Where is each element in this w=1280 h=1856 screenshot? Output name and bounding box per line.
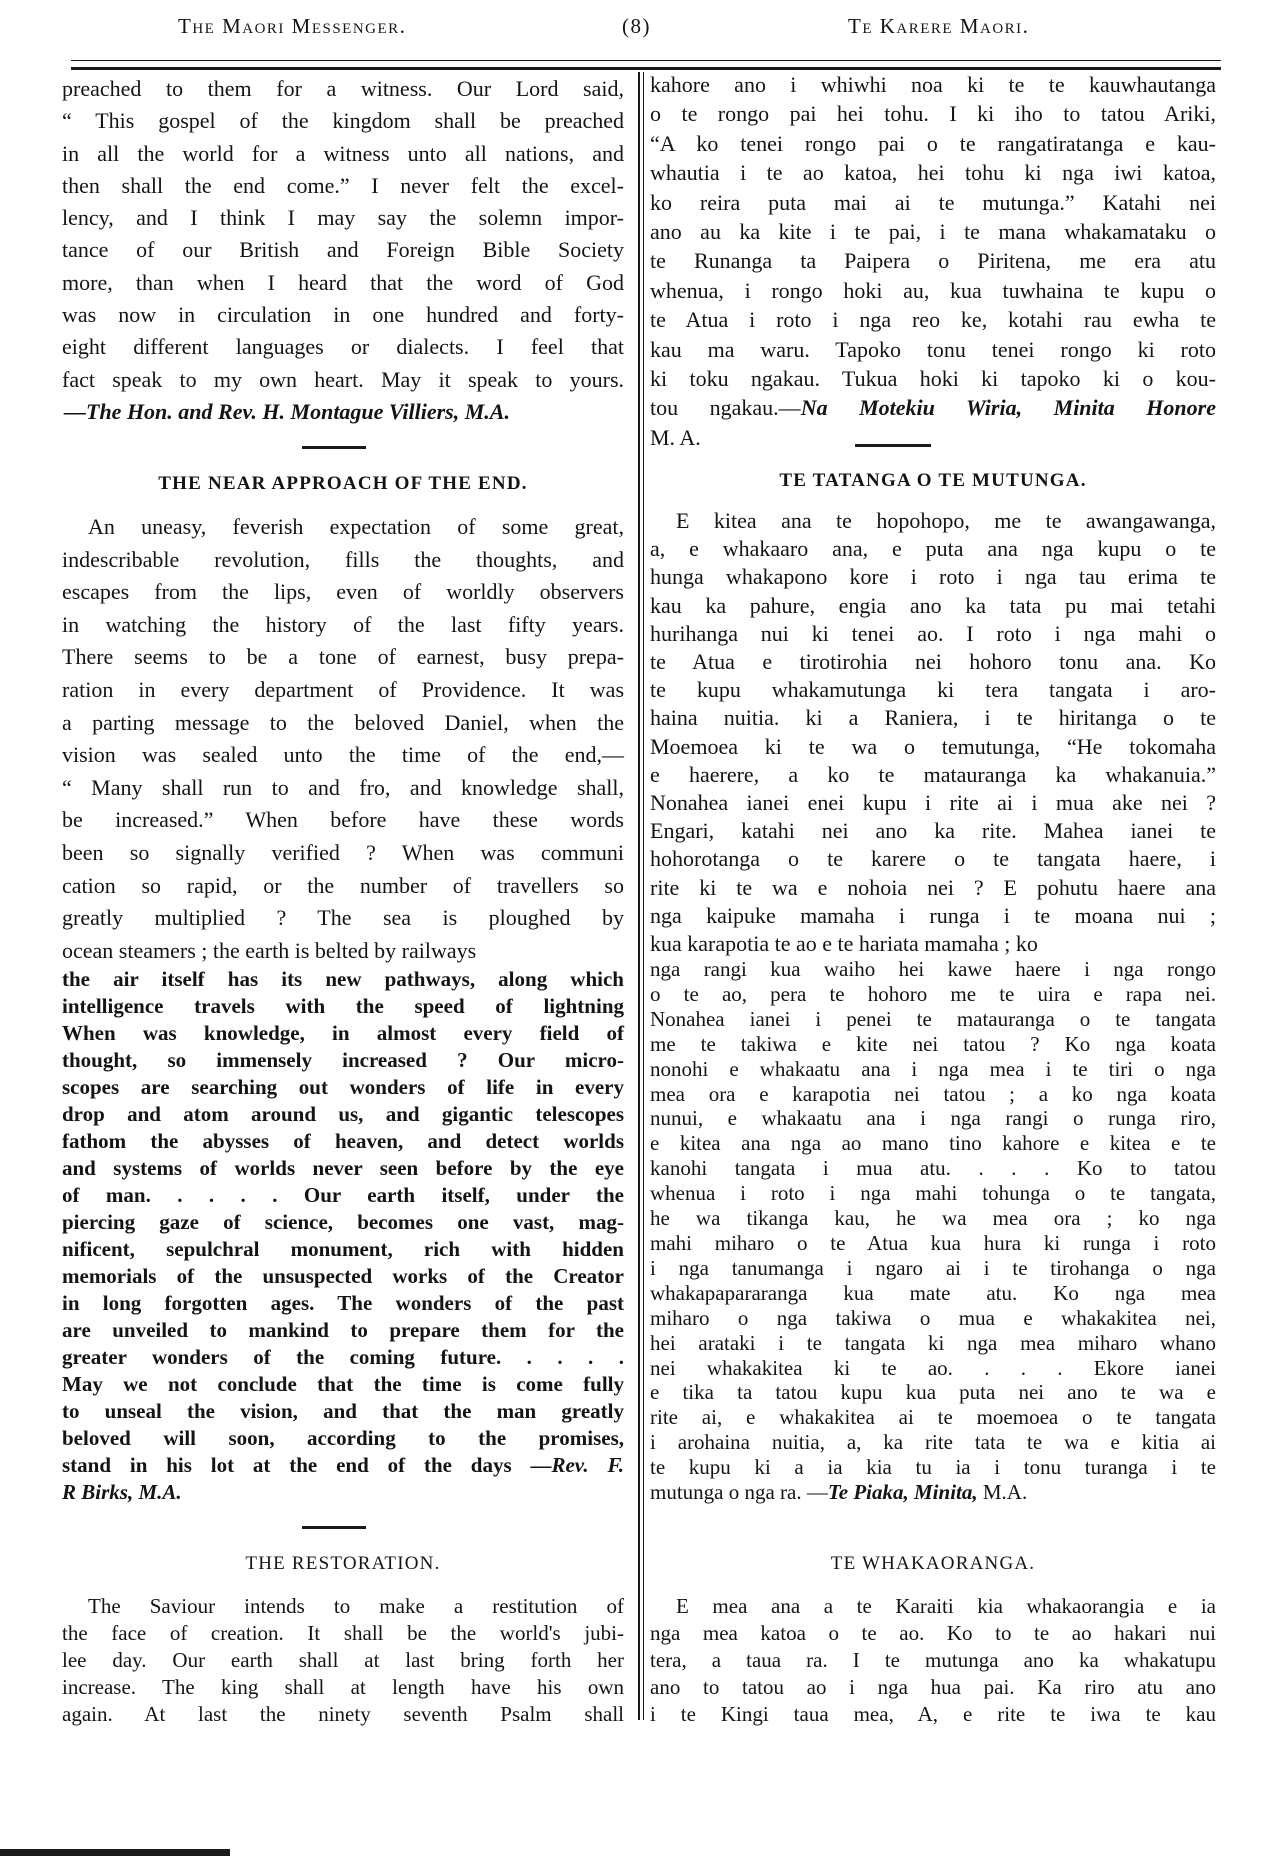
author-attribution: Na Motekiu Wiria, Minita Honore [800,395,1216,421]
text-line: and systems of worlds never seen before by the eye [62,1156,624,1180]
text-line: haina nuitia. ki a Raniera, i te hiritanga o te [650,705,1216,731]
text-line: are unveiled to mankind to prepare them for the [62,1318,624,1342]
text-line: memorials of the unsuspected works of the Creator [62,1264,624,1288]
text-line: “A ko tenei rongo pai o te rangatiratanga e kau- [650,130,1216,156]
text-line: hurihanga nui ki tenei ao. I roto i nga mahi o [650,620,1216,646]
article-body-restoration [62,1593,624,1728]
text-line: ano to tatou ao i nga hua pai. Ka riro atu ano [650,1675,1216,1699]
text-line: again. At last the ninety seventh Psalm shall [62,1702,624,1726]
text-line: ko reira puta mai ai te mutunga.” Katahi nei [650,189,1216,215]
page-edge-mark [0,1849,230,1856]
text-line [650,393,1216,422]
text-line: whakapapararanga kua mate atu. Ko nga mea [650,1280,1216,1305]
maori-intro-paragraph [650,70,1216,452]
text-line: greatly multiplied ? The sea is ploughed by [62,905,624,931]
page-number: (8) [622,14,651,38]
author-attribution: Te Piaka, Minita, [827,1480,978,1505]
masthead-maori-title: Te Karere Maori. [848,14,1030,38]
text-line: rite ki te wa e nohoia nei ? E pohutu haere ana [650,874,1216,900]
text-line: been so signally verified ? When was communi [62,839,624,865]
text-line: beloved will soon, according to the promises, [62,1426,624,1450]
article-body-whakaoranga [650,1593,1216,1728]
text-line: me te takiwa e kite nei tatou ? Ko nga koata [650,1031,1216,1056]
text-line: he wa tikanga kau, he wa mea ora ; ko nga [650,1206,1216,1231]
text-line: fathom the abysses of heaven, and detect worlds [62,1129,624,1153]
text-line: ano au ka kite i te pai, i te mana whakamataku o [650,219,1216,245]
text-line: cation so rapid, or the number of travellers so [62,872,624,898]
text-line: mahi miharo o te Atua kua hura ki runga i roto [650,1230,1216,1255]
text-line: Engari, katahi nei ano ka rite. Mahea ianei te [650,818,1216,844]
article-body-near-approach [62,511,624,967]
article-heading-near-approach: THE NEAR APPROACH OF THE END. [158,473,528,494]
text-line: kanohi tangata i mua atu. . . . Ko to tatou [650,1156,1216,1181]
citation: —The Hon. and Rev. H. Montague Villiers, M.A. [64,398,510,424]
text-line: kua karapotia te ao e te hariata mamaha ; ko [650,931,1038,957]
text-line: a, e whakaaro ana, e puta ana nga kupu o te [650,536,1216,562]
text-line: fact speak to my own heart. May it speak to yours. [62,366,624,392]
text-line: intelligence travels with the speed of lightning [62,994,624,1018]
text-segment: stand in his lot at the end of the days — [62,1453,552,1477]
text-line: escapes from the lips, even of worldly observers [62,579,624,605]
text-line: i te Kingi taua mea, A, e rite te iwa te kau [650,1702,1216,1726]
text-line: The Saviour intends to make a restitution of [88,1594,624,1618]
article-heading-tatanga: TE TATANGA O TE MUTUNGA. [779,470,1087,491]
text-line: tance of our British and Foreign Bible Society [62,237,624,263]
article-heading-whakaoranga: TE WHAKAORANGA. [830,1553,1036,1574]
text-line: kau ma waru. Tapoko tonu tenei rongo ki roto [650,336,1216,362]
text-line: nga rangi kua waiho hei kawe haere i nga rongo [650,957,1216,981]
text-line: then shall the end come.” I never felt the excel- [62,172,624,198]
text-line: Nonahea ianei enei kupu i rite ai i mua ake nei ? [650,790,1216,816]
text-line: scopes are searching out wonders of life in every [62,1075,624,1099]
text-line: M. A. [650,424,701,450]
section-separator [302,446,366,449]
section-separator [302,1526,366,1529]
text-line: nificent, sepulchral monument, rich with hidden [62,1237,624,1261]
text-line: drop and atom around us, and gigantic telescopes [62,1102,624,1126]
article-body-tatanga-continued [650,957,1216,1505]
text-line: lency, and I think I may say the solemn impor- [62,205,624,231]
text-segment: mutunga o nga ra. — [650,1480,828,1505]
author-attribution: R Birks, M.A. [62,1480,182,1504]
text-line: nga mea katoa o te ao. Ko to te ao hakari nui [650,1621,1216,1645]
article-body-near-approach-continued [62,966,624,1506]
article-heading-restoration: THE RESTORATION. [245,1553,441,1574]
text-line: nei whakakitea ki te ao. . . . Ekore ianei [650,1355,1216,1380]
text-line: When was knowledge, in almost every field of [62,1021,624,1045]
text-line [62,1452,624,1479]
article-body-tatanga [650,507,1216,958]
text-segment: tou ngakau.— [650,395,801,421]
text-line: Nonahea ianei i penei te matauranga o te tangata [650,1006,1216,1031]
text-line: o te rongo pai hei tohu. I ki iho to tatou Ariki, [650,101,1216,127]
text-line: mea ora e karapotia nei tatou ; a ko nga koata [650,1081,1216,1106]
column-divider-left [638,72,640,1720]
text-line: te Atua i roto i nga reo ke, kotahi rau ewha te [650,307,1216,333]
text-line: in watching the history of the last fifty years. [62,611,624,637]
text-line [62,1479,624,1506]
text-line: te kupu ki a ia kia tu ia i tonu turanga i te [650,1455,1216,1480]
text-line: E mea ana a te Karaiti kia whakaorangia e ia [676,1594,1216,1618]
text-line: kahore ano i whiwhi noa ki te te kauwhautanga [650,72,1216,97]
text-line: i nga tanumanga i ngaro ai i te tirohanga o nga [650,1255,1216,1280]
text-line: te Atua e tirotirohia nei hohoro tonu ana. Ko [650,649,1216,675]
section-separator [855,444,931,447]
text-line [62,396,624,428]
text-line: more, than when I heard that the word of God [62,269,624,295]
text-line: whautia i te ao katoa, hei tohu ki nga iwi katoa, [650,160,1216,186]
text-line: was now in circulation in one hundred and forty- [62,302,624,328]
text-line: whenua, i rongo hoki au, kua tuwhaina te kupu o [650,277,1216,303]
text-line: eight different languages or dialects. I feel that [62,334,624,360]
text-line: E kitea ana te hopohopo, me te awangawanga, [676,508,1216,533]
text-line: e kitea ana nga ao mano tino kahore e kitea e te [650,1131,1216,1156]
text-line: An uneasy, feverish expectation of some great, [88,514,624,539]
text-line: indescribable revolution, fills the thoughts, and [62,546,624,572]
text-line: ki toku ngakau. Tukua hoki ki tapoko ki o kou- [650,366,1216,392]
text-line: May we not conclude that the time is come fully [62,1372,624,1396]
text-line: There seems to be a tone of earnest, busy prepa- [62,644,624,670]
text-line: vision was sealed unto the time of the end,— [62,742,624,768]
text-line: e tika ta tatou kupu kua puta nei ano te wa e [650,1380,1216,1405]
text-line: hohorotanga o te karere o te tangata haere, i [650,846,1216,872]
text-line: ration in every department of Providence. It was [62,676,624,702]
text-line: to unseal the vision, and that the man greatly [62,1399,624,1423]
text-line: tera, a taua ra. I te mutunga ano ka whakatupu [650,1648,1216,1672]
text-segment: M.A. [977,1480,1028,1505]
text-line: rite ai, e whakakitea ai te moemoea o te tangata [650,1405,1216,1430]
header-rule-top [71,60,1221,61]
text-line: te kupu whakamutunga ki tera tangata i aro- [650,677,1216,703]
text-line: kau ka pahure, engia ano ka tata pu mai tetahi [650,592,1216,618]
text-line: miharo o nga takiwa o mua e whakakitea nei, [650,1305,1216,1330]
text-line: thought, so immensely increased ? Our micro- [62,1048,624,1072]
text-line: nga kaipuke mamaha i runga i te moana nui ; [650,902,1216,928]
masthead-english-title: The Maori Messenger. [178,14,407,38]
text-line: increase. The king shall at length have his own [62,1675,624,1699]
text-line: greater wonders of the coming future. . . . . [62,1345,624,1369]
text-line: piercing gaze of science, becomes one vast, mag- [62,1210,624,1234]
text-line: o te ao, pera te hohoro me te uira e rapa nei. [650,981,1216,1006]
text-line: “ Many shall run to and fro, and knowledge shall, [62,774,624,800]
text-line: whenua i roto i nga mahi tohunga o te tangata, [650,1181,1216,1206]
text-line: e haerere, a ko te matauranga ka whakanuia.” [650,761,1216,787]
text-line: preached to them for a witness. Our Lord said, [62,76,624,101]
text-line: nunui, e whakaatu ana i nga rangi o runga riro, [650,1106,1216,1131]
text-line [650,1480,1216,1505]
text-line: “ This gospel of the kingdom shall be preached [62,108,624,134]
text-line: hunga whakapono kore i roto i nga tau erima te [650,564,1216,590]
text-line: of man. . . . . Our earth itself, under the [62,1183,624,1207]
english-intro-paragraph [62,73,624,428]
text-line: the air itself has its new pathways, along which [62,967,624,991]
text-line: the face of creation. It shall be the world's jubi- [62,1621,624,1645]
text-line: in all the world for a witness unto all nations, and [62,140,624,166]
text-line: i arohaina nuitia, a, ka rite tata te wa e kitia ai [650,1430,1216,1455]
text-line: be increased.” When before have these words [62,807,624,833]
text-line: te Runanga ta Paipera o Piritena, me era atu [650,248,1216,274]
text-line: hei arataki i te tangata ki nga mea miharo whano [650,1330,1216,1355]
text-line: lee day. Our earth shall at last bring forth her [62,1648,624,1672]
author-attribution: Rev. F. [551,1453,624,1477]
text-line: nonohi e whakaatu ana i nga mea i te tiri o nga [650,1056,1216,1081]
text-line: in long forgotten ages. The wonders of the past [62,1291,624,1315]
text-line: ocean steamers ; the earth is belted by railways [62,937,477,963]
text-line: a parting message to the beloved Daniel, when the [62,709,624,735]
column-divider-right [643,72,644,1720]
text-line: Moemoea ki te wa o temutunga, “He tokomaha [650,733,1216,759]
